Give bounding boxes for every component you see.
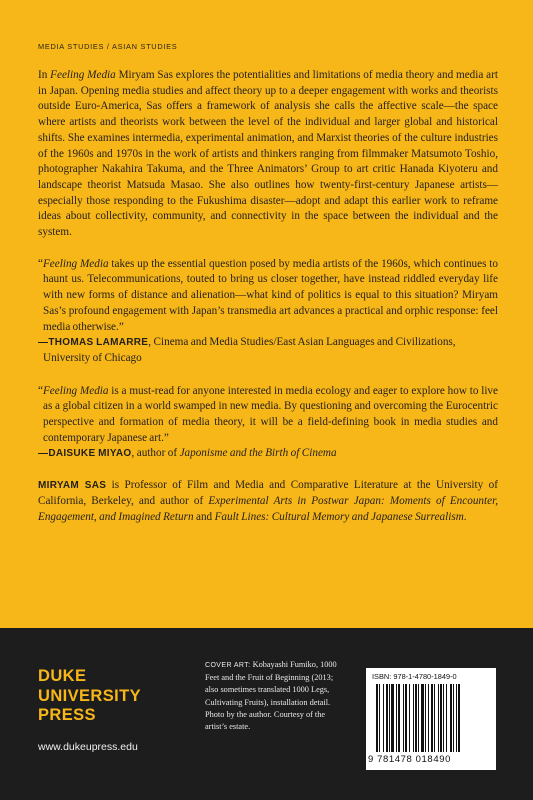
blurb-book-title: Feeling Media <box>42 257 109 270</box>
barcode-bar <box>389 684 390 752</box>
description-book-title: Feeling Media <box>50 69 116 81</box>
blurb-author: THOMAS LAMARRE <box>48 337 149 349</box>
publisher-logo-line: DUKE <box>38 667 87 685</box>
description-text: Miryam Sas explores the potentialities and limitations of media theory and media art in Japan. Opening media studies and affect theory up to a deeper engagement with works and theorists outside Euro-America, Sas offers a framework of analysis she calls the affective scale—the space where artists and theorists work between the level of the individual and larger global and historical shifts. She examines intermedia, experimental animation, and Marxist theories of the culture industries of the 1960s and 1970s in the work of artists and thinkers ranging from filmmaker Matsumoto Toshio, photographer Nakahira Takuma, and the Three Animators’ Group to art critic Hanada Kiyoteru and landscape theorist Matsuda Masao. She also outlines how twenty-first-century Japanese artists—especially those responding to the Fukushima disaster—adopt and adapt this earlier work to reframe ideas about collectivity, community, and connectivity in the space between the individual and the system. <box>38 69 498 239</box>
blurb-attribution-lamarre <box>38 335 498 366</box>
quote-open-mark: “ <box>38 384 43 397</box>
author-name: MIRYAM SAS <box>38 480 107 492</box>
publisher-logo-line: PRESS <box>38 706 96 724</box>
cover-art-credit <box>205 659 341 733</box>
barcode-bar <box>409 684 410 752</box>
cover-art-label: COVER ART: <box>205 662 251 669</box>
cover-text-column <box>38 68 498 525</box>
blurb-author-book: Japonisme and the Birth of Cinema <box>179 447 337 460</box>
barcode-bar <box>438 684 439 752</box>
bio-book-title: Fault Lines: Cultural Memory and Japanese Surrealism <box>214 510 464 523</box>
barcode-bar <box>396 684 397 752</box>
bio-book-title: Experimental Arts in Postwar Japan: Moments of Encounter, Engagement, and Imagined Return <box>38 494 498 523</box>
blurb-text: takes up the essential question posed by media artists of the 1960s, which continues to haunt us. Telecommunications, touted to bring us closer together, have instead riddled everyday life with new forms of distance and alienation—what kind of politics is equal to this situation? Miryam Sas’s profound engagement with Japan’s transmedia art advances a practical and orphic response: feel media otherwise.” <box>43 257 498 333</box>
barcode-bar <box>450 684 452 752</box>
barcode-bar <box>391 684 394 752</box>
blurb-lamarre <box>38 257 498 336</box>
barcode-bar <box>379 684 380 752</box>
barcode-bar <box>446 684 447 752</box>
bio-text: and <box>193 510 215 523</box>
barcode-bars <box>376 684 486 752</box>
category-label: MEDIA STUDIES / ASIAN STUDIES <box>38 42 178 51</box>
barcode-bar <box>421 684 424 752</box>
barcode-bar <box>443 684 444 752</box>
description-intro: In <box>38 69 51 81</box>
blurb-attribution-miyao <box>38 446 498 462</box>
blurb-text: is a must-read for anyone interested in media ecology and eager to explore how to live as a global citizen in a world swamped in new media. By questioning and overcoming the Eurocentric perspective and formation of media theory, it will be a field-defining book in media studies and contemporary Japanese art.” <box>43 384 498 444</box>
cover-art-text: Kobayashi Fumiko, 1000 Feet and the Fruit of Beginning (2013; also sometimes translated 1000 Legs, Cultivating Fruits), installation detail. Photo by the author. Courtesy of the artist’s estate. <box>205 660 337 732</box>
barcode-bar <box>425 684 426 752</box>
publisher-logo <box>38 667 141 726</box>
barcode-bar <box>431 684 433 752</box>
barcode-digits: 9 781478 018490 <box>368 754 451 765</box>
publisher-url: www.dukeupress.edu <box>38 741 138 753</box>
attribution-dash: — <box>38 448 49 460</box>
barcode-bar <box>405 684 407 752</box>
barcode-bar <box>440 684 442 752</box>
barcode-bar <box>418 684 419 752</box>
blurb-affiliation: , Cinema and Media Studies/East Asian Languages and Civilizations, University of Chicago <box>43 336 456 364</box>
barcode-bar <box>453 684 454 752</box>
bio-text: . <box>463 510 467 523</box>
blurb-author: DAISUKE MIYAO <box>48 448 132 460</box>
quote-open-mark: “ <box>38 257 43 270</box>
barcode-bar <box>398 684 400 752</box>
barcode-bar <box>386 684 388 752</box>
attribution-dash: — <box>38 337 49 349</box>
barcode-bar <box>428 684 429 752</box>
barcode-bar <box>383 684 384 752</box>
barcode-bar <box>376 684 378 752</box>
isbn-barcode <box>366 668 496 770</box>
barcode-bar <box>456 684 457 752</box>
isbn-number: ISBN: 978-1-4780-1849-0 <box>372 672 457 681</box>
blurb-affiliation: , author of <box>131 447 180 460</box>
barcode-bar <box>434 684 435 752</box>
blurb-miyao <box>38 384 498 447</box>
book-description <box>38 68 498 241</box>
author-bio <box>38 478 498 525</box>
barcode-bar <box>413 684 414 752</box>
barcode-bar <box>415 684 417 752</box>
publisher-logo-line: UNIVERSITY <box>38 686 142 705</box>
barcode-bar <box>403 684 404 752</box>
barcode-bar <box>458 684 460 752</box>
bio-text: is Professor of Film and Media and Comparative Literature at the University of California, Berkeley, and author of <box>38 479 498 507</box>
blurb-book-title: Feeling Media <box>42 384 109 397</box>
